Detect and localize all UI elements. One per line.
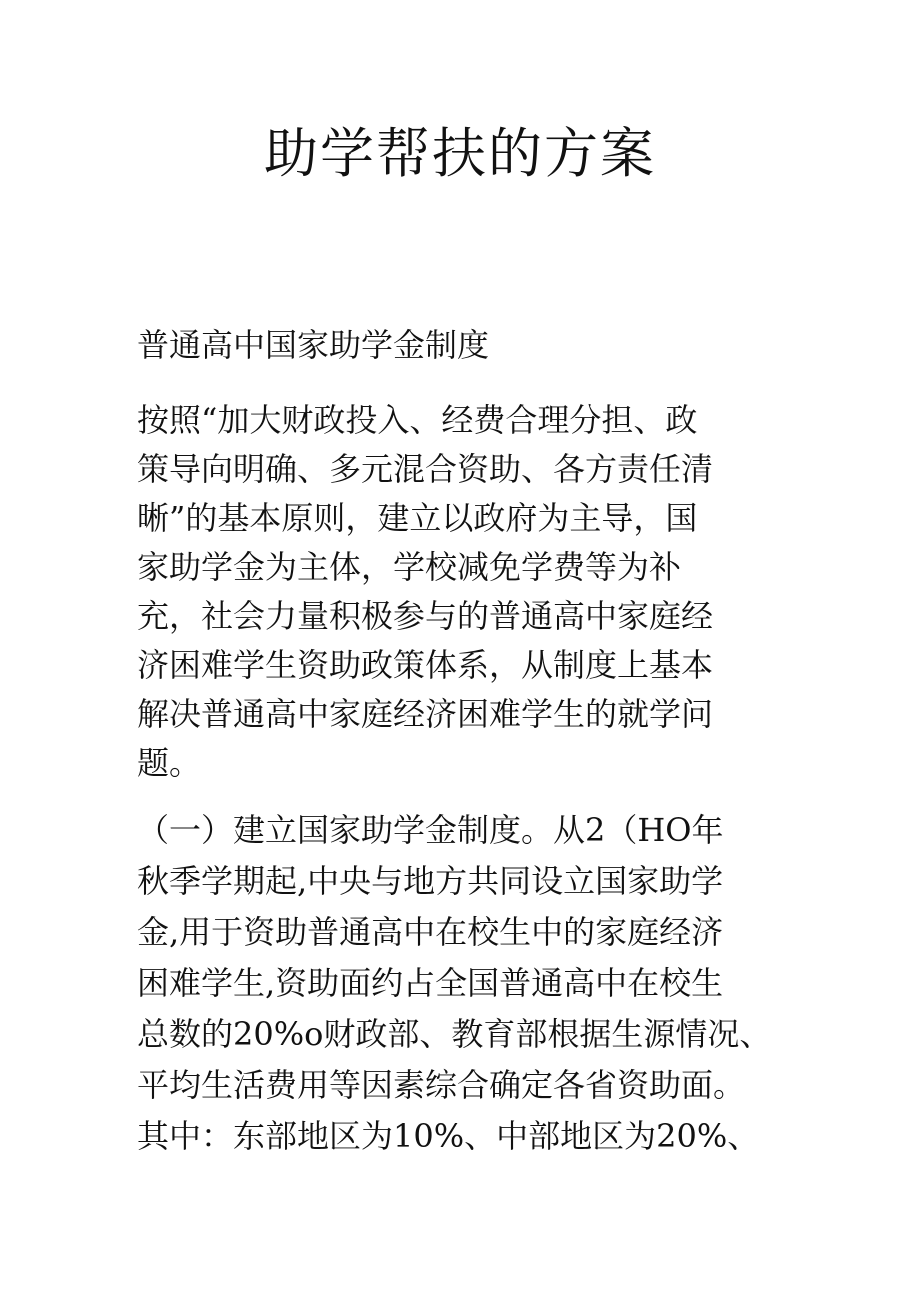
paragraph-line: 题。 <box>137 744 202 782</box>
paragraph-line: 总数的20%o财政部、教育部根据生源情况、 <box>137 1015 772 1053</box>
section-heading: 普通高中国家助学金制度 <box>137 326 490 364</box>
paragraph-line: （一）建立国家助学金制度。从2（HO年 <box>137 811 724 849</box>
paragraph-principles <box>137 396 713 788</box>
paragraph-line: 策导向明确、多元混合资助、各方责任清 <box>137 450 714 488</box>
paragraph-line: 充，社会力量积极参与的普通高中家庭经 <box>137 597 714 635</box>
paragraph-line: 济困难学生资助政策体系，从制度上基本 <box>137 646 714 684</box>
paragraph-line: 其中：东部地区为10%、中部地区为20%、 <box>137 1117 760 1155</box>
paragraph-line: 按照“加大财政投入、经费合理分担、政 <box>137 401 698 439</box>
paragraph-line: 困难学生,资助面约占全国普通高中在校生 <box>137 964 724 1002</box>
paragraph-line: 平均生活费用等因素综合确定各省资助面。 <box>137 1066 746 1104</box>
paragraph-line: 解决普通高中家庭经济困难学生的就学问 <box>137 695 714 733</box>
paragraph-line: 家助学金为主体，学校减免学费等为补 <box>137 548 682 586</box>
paragraph-line: 金,用于资助普通高中在校生中的家庭经济 <box>137 913 724 951</box>
paragraph-line: 秋季学期起,中央与地方共同设立国家助学 <box>137 862 724 900</box>
document-title: 助学帮扶的方案 <box>264 122 656 185</box>
paragraph-line: 晰”的基本原则，建立以政府为主导，国 <box>137 499 698 537</box>
paragraph-grant-system <box>137 805 771 1162</box>
